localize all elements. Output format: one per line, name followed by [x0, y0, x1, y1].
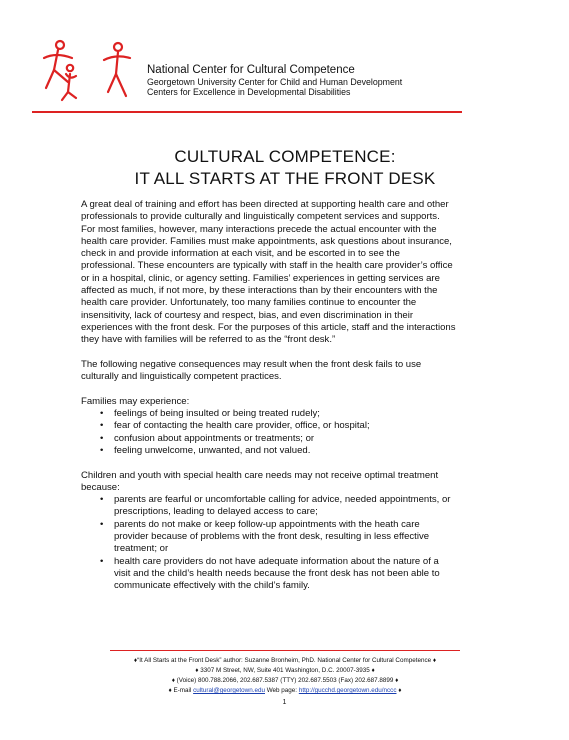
list-item: • health care providers do not have adequate information about the nature of a visit and the child’s health needs because the front desk has not been able to communicate effectively with the child’s family. [100, 555, 440, 592]
footer [80, 656, 490, 696]
page-number: 1 [282, 699, 287, 706]
org-name: National Center for Cultural Competence [147, 64, 355, 76]
children-list [81, 494, 485, 592]
children-intro: Children and youth with special health care needs may not receive optimal treatment because: [81, 469, 439, 493]
list-item: • confusion about appointments or treatments; or [100, 432, 315, 444]
footer-contact: ♦ E-mail cultural@georgetown.edu Web page: http://gucchd.georgetown.edu/nccc ♦ [168, 687, 402, 694]
list-item: • fear of contacting the health care provider, office, or hospital; [100, 420, 370, 432]
title-line-2: IT ALL STARTS AT THE FRONT DESK [134, 169, 436, 188]
list-item: • parents are fearful or uncomfortable calling for advice, needed appointments, or prescriptions, leading to delayed access to care; [100, 494, 451, 518]
title-line-1: CULTURAL COMPETENCE: [174, 147, 396, 166]
web-link[interactable]: http://gucchd.georgetown.edu/nccc [298, 687, 397, 694]
article-body [81, 199, 485, 593]
organization-header [147, 64, 402, 97]
list-item: • parents do not make or keep follow-up appointments with the heath care provider because of problems with the front desk, resulting in less effective treatment; or [100, 518, 430, 555]
list-item: • feeling unwelcome, unwanted, and not valued. [100, 444, 311, 456]
list-item: • feelings of being insulted or being treated rudely; [100, 408, 320, 420]
org-subtitle-1: Georgetown University Center for Child and Human Development [147, 77, 403, 88]
header-divider [32, 111, 462, 113]
org-subtitle-2: Centers for Excellence in Developmental Disabilities [147, 87, 351, 98]
document-title [60, 146, 510, 190]
intro-paragraph: A great deal of training and effort has been directed at supporting health care and other professionals to provide culturally and linguistically competent services and supports. For most families, however, many interactions precede the actual encounter with the health care provider. Families must make appointments, ask questions about insurance, check in and provide information at each visit, and be escorted in to see the professional. These encounters are typically with staff in the health care provider’s office or in a hospital, clinic, or agency setting. Families’ experiences in getting services are affected as much, if not more, by these interactions than by their encounters with the health care provider. Unfortunately, too many families continue to encounter the insensitivity, lack of courtesy and respect, bias, and even discrimination in their experiences with the front desk. For the purposes of this article, staff and the interactions they have with families will be referred to as the “front desk.” [81, 199, 456, 346]
families-list [81, 408, 485, 457]
email-link[interactable]: cultural@georgetown.edu [193, 687, 265, 694]
footer-divider [110, 650, 460, 651]
families-intro: Families may experience: [81, 395, 190, 407]
footer-author: ♦“It All Starts at the Front Desk” author: Suzanne Bronheim, PhD. National Center for Cultural Competence ♦ [133, 657, 437, 664]
consequences-paragraph: The following negative consequences may result when the front desk fails to use culturally and linguistically competent practices. [81, 358, 422, 383]
footer-address: ♦ 3307 M Street, NW, Suite 401 Washington, D.C. 20007-3935 ♦ [195, 667, 375, 674]
figures-logo-icon [28, 36, 138, 106]
footer-phone: ♦ (Voice) 800.788.2066, 202.687.5387 (TTY) 202.687.5503 (Fax) 202.687.8899 ♦ [171, 677, 399, 684]
